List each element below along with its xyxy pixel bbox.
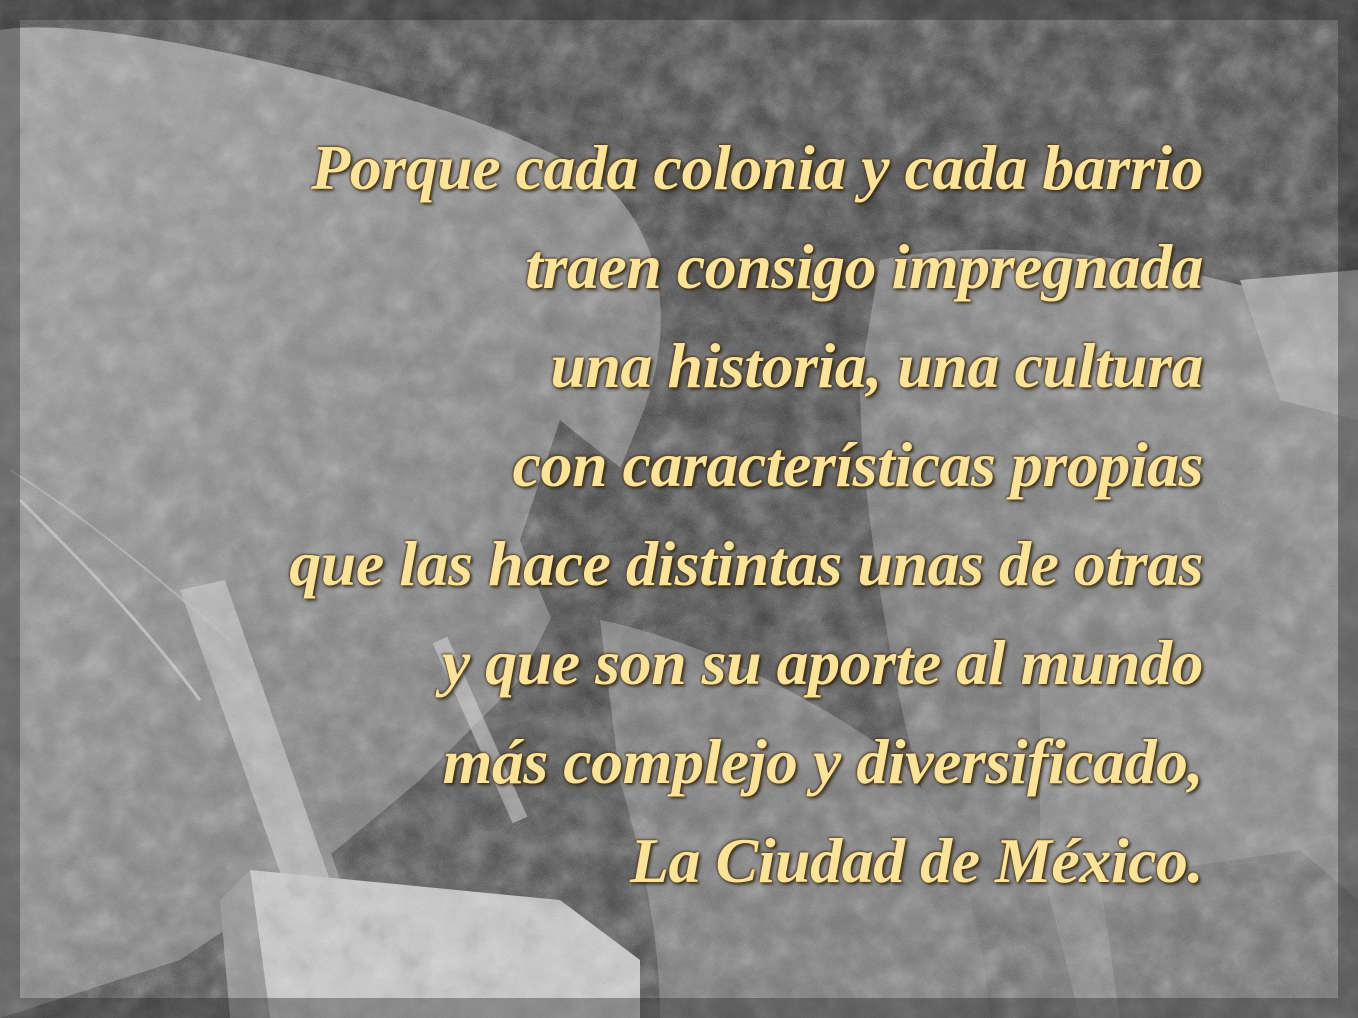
caption-line: La Ciudad de México. [629,825,1203,896]
caption-line: más complejo y diversificado, [442,726,1203,797]
caption-line: y que son su aporte al mundo [441,627,1203,698]
caption-line: traen consigo impregnada [525,231,1203,302]
poem-caption [83,118,1203,910]
caption-line: Porque cada colonia y cada barrio [311,132,1203,203]
caption-line: que las hace distintas unas de otras [289,528,1203,599]
caption-line: una historia, una cultura [550,330,1203,401]
caption-line: con características propias [512,429,1203,500]
